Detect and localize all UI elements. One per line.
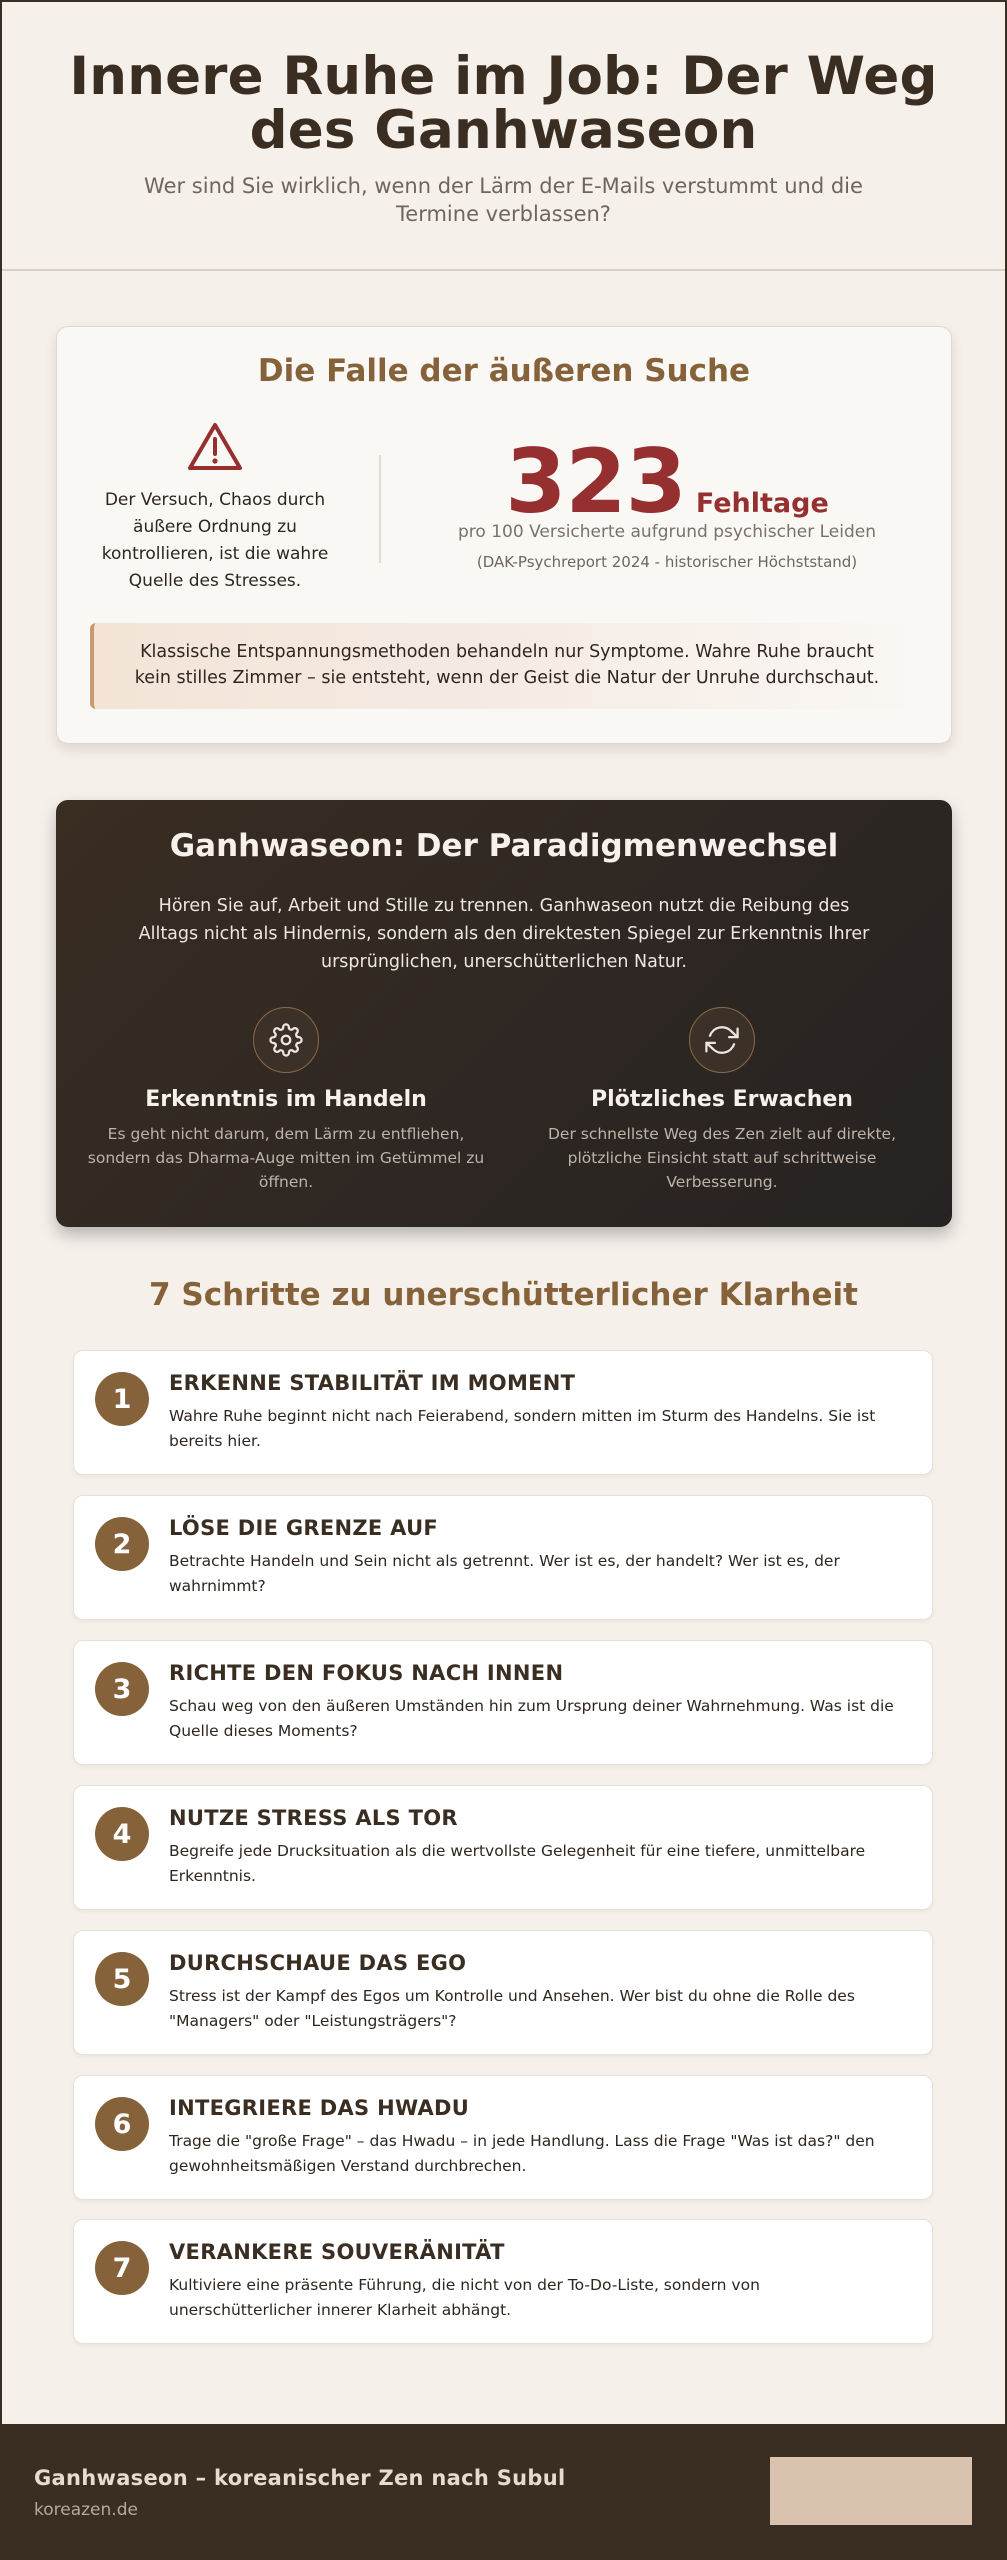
step-number-badge: 7 <box>95 2241 149 2295</box>
stat-description: pro 100 Versicherte aufgrund psychischer Leiden <box>458 522 876 542</box>
feature-awakening <box>512 1007 932 1194</box>
step-text: Trage die "große Frage" – das Hwadu – in jede Handlung. Lass die Frage "Was ist das?" den gewohnheitsmäßigen Verstand durchbrechen. <box>169 2132 875 2175</box>
stat-unit: Fehltage <box>695 488 829 519</box>
step-text: Betrachte Handeln und Sein nicht als getrennt. Wer ist es, der handelt? Wer ist es, der wahrnimmt? <box>169 1552 840 1595</box>
refresh-icon <box>689 1007 755 1073</box>
step-item <box>73 1930 933 2055</box>
trap-heading: Die Falle der äußeren Suche <box>257 353 751 389</box>
step-number-badge: 3 <box>95 1662 149 1716</box>
paradigm-card <box>56 800 952 1227</box>
feature-text: Es geht nicht darum, dem Lärm zu entfliehen, sondern das Dharma-Auge mitten im Getümmel zu öffnen. <box>87 1125 485 1191</box>
trap-card <box>56 326 952 744</box>
step-title: NUTZE STRESS ALS TOR <box>169 1806 458 1830</box>
feature-insight <box>76 1007 496 1194</box>
step-number-badge: 4 <box>95 1807 149 1861</box>
step-item <box>73 1495 933 1620</box>
step-title: VERANKERE SOUVERÄNITÄT <box>169 2240 505 2264</box>
step-text: Begreife jede Drucksituation als die wertvollste Gelegenheit für eine tiefere, unmittelbare Erkenntnis. <box>169 1842 866 1885</box>
feature-title: Plötzliches Erwachen <box>591 1087 853 1112</box>
page-footer <box>0 2424 1007 2560</box>
feature-text: Der schnellste Weg des Zen zielt auf direkte, plötzliche Einsicht statt auf schrittweise Verbesserung. <box>547 1125 896 1191</box>
trap-text: Der Versuch, Chaos durch äußere Ordnung zu kontrollieren, ist die wahre Quelle des Stresses. <box>101 490 329 591</box>
step-title: ERKENNE STABILITÄT IM MOMENT <box>169 1371 576 1395</box>
step-number-badge: 2 <box>95 1517 149 1571</box>
step-item <box>73 1785 933 1910</box>
feature-title: Erkenntnis im Handeln <box>145 1087 427 1112</box>
vertical-divider <box>379 455 381 563</box>
page-title: Innere Ruhe im Job: Der Weg des Ganhwaseon <box>69 46 938 161</box>
gear-icon <box>253 1007 319 1073</box>
step-title: INTEGRIERE DAS HWADU <box>169 2096 470 2120</box>
stat-source: (DAK-Psychreport 2024 - historischer Höchststand) <box>476 553 858 571</box>
hero-header <box>0 0 1007 271</box>
step-text: Wahre Ruhe beginnt nicht nach Feierabend, sondern mitten im Sturm des Handelns. Sie ist bereits hier. <box>169 1407 876 1450</box>
step-text: Schau weg von den äußeren Umständen hin zum Ursprung deiner Wahrnehmung. Was ist die Quelle dieses Moments? <box>169 1697 894 1740</box>
stat-value: 323 <box>505 430 686 533</box>
steps-heading: 7 Schritte zu unerschütterlicher Klarheit <box>149 1277 858 1313</box>
step-text: Kultiviere eine präsente Führung, die nicht von der To-Do-Liste, sondern von unerschütterlicher innerer Klarheit abhängt. <box>169 2276 760 2319</box>
page-subtitle: Wer sind Sie wirklich, wenn der Lärm der E-Mails verstummt und die Termine verblassen? <box>144 174 863 226</box>
step-item <box>73 1640 933 1765</box>
step-item <box>73 2219 933 2344</box>
warning-triangle-icon <box>187 422 243 472</box>
footer-image-placeholder <box>770 2457 972 2525</box>
step-number-badge: 1 <box>95 1372 149 1426</box>
paradigm-intro: Hören Sie auf, Arbeit und Stille zu trennen. Ganhwaseon nutzt die Reibung des Alltags nicht als Hindernis, sondern als den direktesten Spiegel zur Erkenntnis Ihrer ursprünglichen, unerschütterlichen Natur. <box>138 896 870 972</box>
step-title: LÖSE DIE GRENZE AUF <box>169 1516 439 1540</box>
step-title: DURCHSCHAUE DAS EGO <box>169 1951 467 1975</box>
step-item <box>73 1350 933 1475</box>
footer-brand: Ganhwaseon – koreanischer Zen nach Subul <box>34 2466 566 2490</box>
step-title: RICHTE DEN FOKUS NACH INNEN <box>169 1661 564 1685</box>
footer-url-link[interactable]: koreazen.de <box>34 2500 138 2520</box>
step-number-badge: 6 <box>95 2097 149 2151</box>
step-item <box>73 2075 933 2200</box>
paradigm-heading: Ganhwaseon: Der Paradigmenwechsel <box>169 828 839 864</box>
quote-box: Klassische Entspannungsmethoden behandeln nur Symptome. Wahre Ruhe braucht kein stilles Zimmer – sie entsteht, wenn der Geist die Natur der Unruhe durchschaut. <box>90 623 920 709</box>
step-text: Stress ist der Kampf des Egos um Kontrolle und Ansehen. Wer bist du ohne die Rolle des "Managers" oder "Leistungsträgers"? <box>169 1987 855 2030</box>
step-number-badge: 5 <box>95 1952 149 2006</box>
